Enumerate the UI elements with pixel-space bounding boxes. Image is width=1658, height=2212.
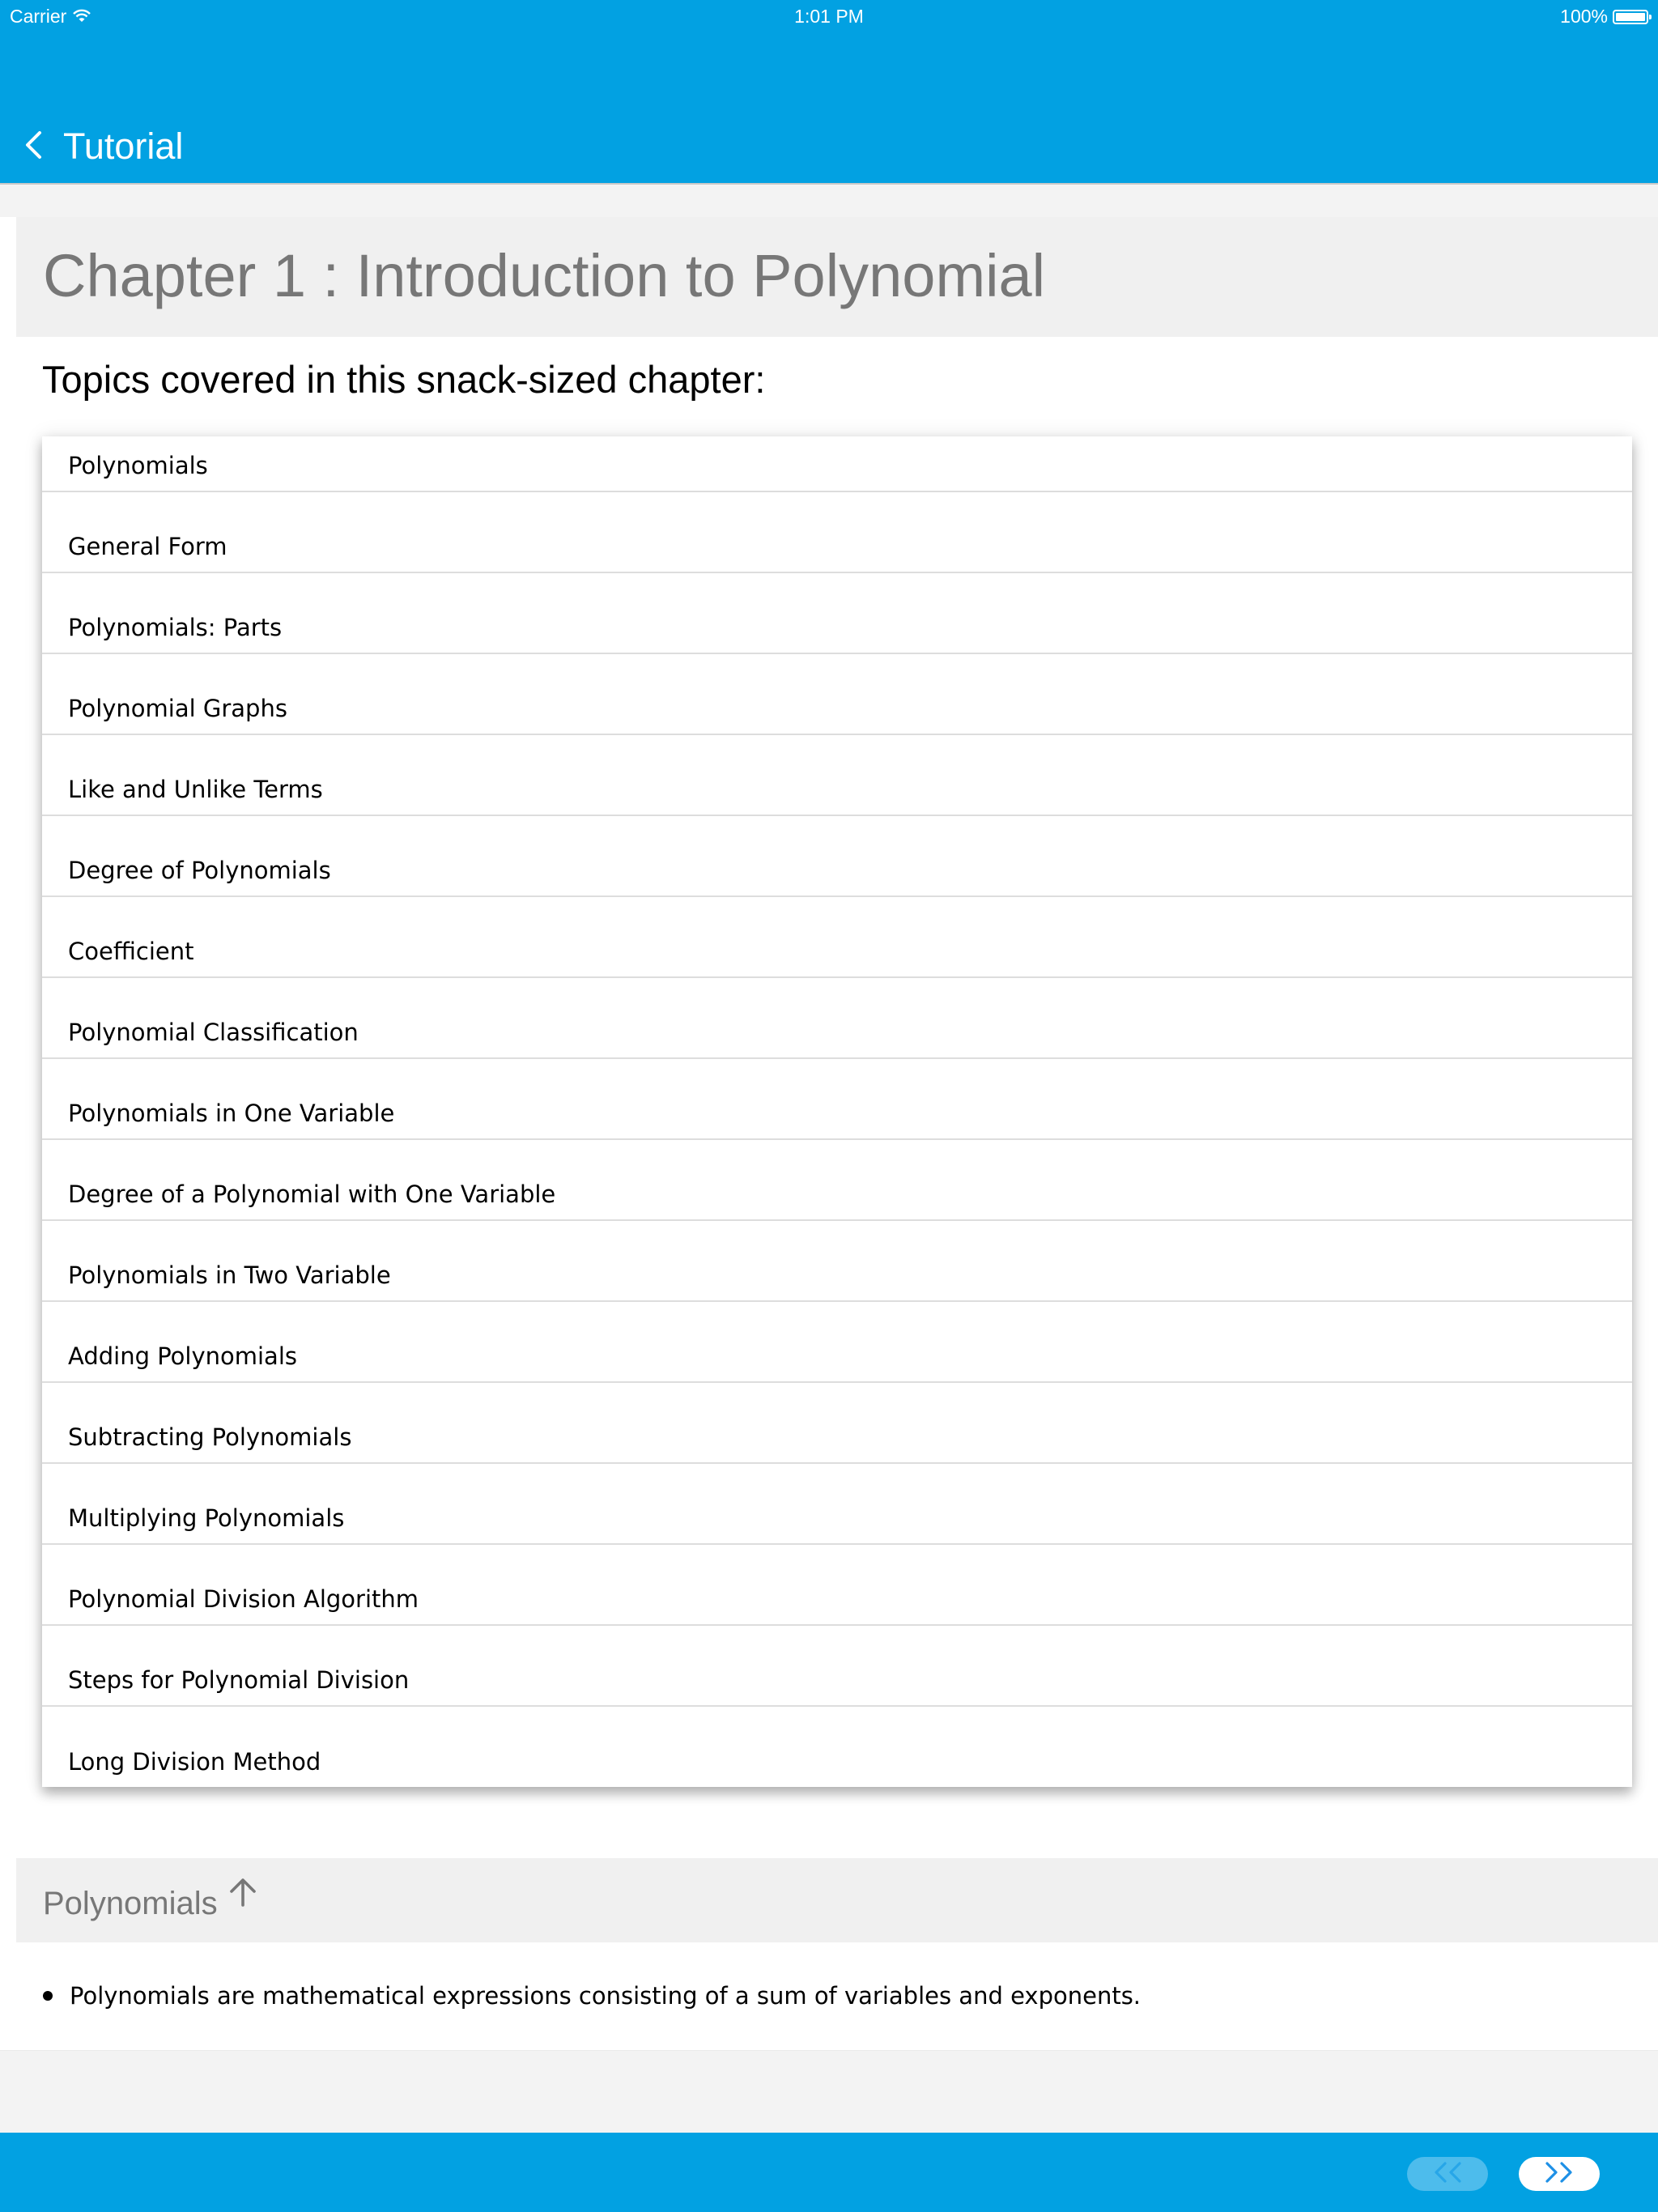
topic-item-general-form[interactable]: [42, 492, 1632, 573]
battery-percent: 100%: [1560, 6, 1608, 27]
status-bar: [0, 0, 1658, 32]
topic-item-adding-polynomials[interactable]: [42, 1302, 1632, 1383]
battery-icon: [1613, 10, 1648, 24]
footer-toolbar: [0, 2133, 1658, 2212]
double-chevron-left-icon: [1431, 2162, 1465, 2186]
section-bullet-list: [0, 1982, 1141, 2010]
topic-list: [42, 436, 1632, 1787]
topic-item-like-unlike-terms[interactable]: [42, 735, 1632, 816]
topic-item-degree-one-variable[interactable]: [42, 1140, 1632, 1221]
topic-label: Polynomial Graphs: [68, 695, 287, 722]
topic-label: Polynomials in One Variable: [68, 1100, 395, 1127]
topic-label: Degree of a Polynomial with One Variable: [68, 1180, 556, 1208]
topic-label: Long Division Method: [68, 1748, 321, 1776]
topic-label: Steps for Polynomial Division: [68, 1666, 410, 1694]
topic-label: Adding Polynomials: [68, 1342, 297, 1370]
chapter-content: [0, 217, 1658, 2050]
next-page-button[interactable]: [1519, 2157, 1600, 2191]
arrow-up-icon[interactable]: [229, 1878, 257, 1910]
topic-item-steps-division[interactable]: [42, 1626, 1632, 1707]
back-label: Tutorial: [63, 125, 184, 167]
topic-item-division-algorithm[interactable]: [42, 1545, 1632, 1626]
bullet-text: Polynomials are mathematical expressions consisting of a sum of variables and exponents.: [70, 1982, 1141, 2010]
bullet-item: [0, 1982, 1141, 2010]
chevron-left-icon: [24, 131, 42, 162]
topic-item-multiplying-polynomials[interactable]: [42, 1464, 1632, 1545]
back-button[interactable]: [24, 125, 183, 168]
topic-label: Polynomials: [68, 452, 208, 479]
topic-label: Like and Unlike Terms: [68, 776, 323, 803]
topic-item-degree-of-polynomials[interactable]: [42, 816, 1632, 897]
previous-page-button[interactable]: [1407, 2157, 1488, 2191]
topic-label: Multiplying Polynomials: [68, 1504, 345, 1532]
topic-item-polynomial-classification[interactable]: [42, 978, 1632, 1059]
topic-label: Polynomial Classification: [68, 1019, 359, 1046]
topic-item-subtracting-polynomials[interactable]: [42, 1383, 1632, 1464]
topic-label: Coefficient: [68, 938, 194, 965]
section-header-polynomials[interactable]: [16, 1858, 1658, 1942]
topic-label: Polynomials: Parts: [68, 614, 283, 641]
topic-label: Degree of Polynomials: [68, 857, 331, 884]
topic-item-polynomial-graphs[interactable]: [42, 654, 1632, 735]
section-title: Polynomials: [43, 1885, 218, 1921]
carrier-label: Carrier: [10, 6, 67, 27]
top-spacer: [0, 185, 1658, 217]
battery-indicator: [1560, 6, 1648, 28]
topic-label: Subtracting Polynomials: [68, 1423, 352, 1451]
topic-item-coefficient[interactable]: [42, 897, 1632, 978]
chapter-header: [16, 217, 1658, 337]
topic-item-polynomials-two-variable[interactable]: [42, 1221, 1632, 1302]
navigation-bar: [0, 32, 1658, 185]
topic-item-polynomials-one-variable[interactable]: [42, 1059, 1632, 1140]
topic-item-polynomials-parts[interactable]: [42, 573, 1632, 654]
topic-item-long-division[interactable]: [42, 1707, 1632, 1787]
topic-label: Polynomials in Two Variable: [68, 1261, 391, 1289]
topic-label: Polynomial Division Algorithm: [68, 1585, 419, 1613]
topics-heading: Topics covered in this snack-sized chapter:: [42, 358, 766, 401]
bottom-spacer: [0, 2050, 1658, 2133]
topic-item-polynomials[interactable]: [42, 436, 1632, 492]
topic-label: General Form: [68, 533, 227, 560]
bullet-dot-icon: [43, 1991, 53, 2001]
status-time: 1:01 PM: [794, 6, 864, 27]
chapter-title: Chapter 1 : Introduction to Polynomial: [43, 242, 1046, 309]
double-chevron-right-icon: [1542, 2162, 1576, 2186]
